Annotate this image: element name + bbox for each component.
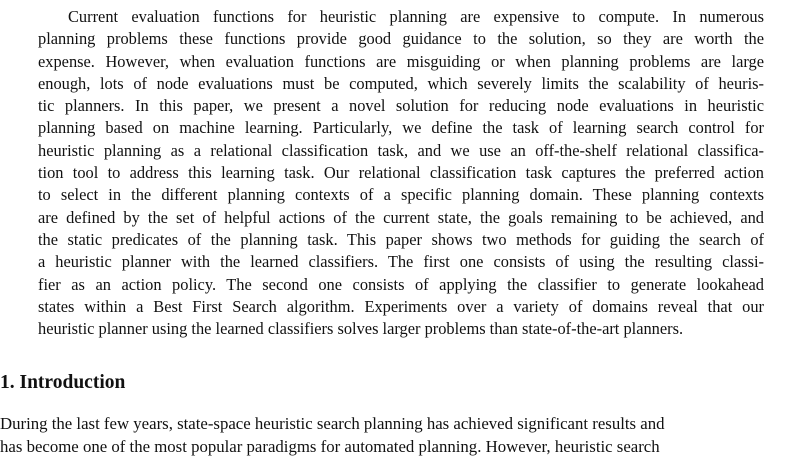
abstract-line: tic planners. In this paper, we present a novel solution for reducing node evaluations in heuristic	[38, 96, 764, 116]
abstract-line: fier as an action policy. The second one consists of applying the classifier to generate lookahead	[38, 274, 764, 294]
abstract-line: to select in the different planning contexts of a specific planning domain. These planning contexts	[38, 185, 764, 205]
abstract-line: planning based on machine learning. Particularly, we define the task of learning search control for	[38, 118, 764, 138]
abstract-line: Current evaluation functions for heuristic planning are expensive to compute. In numerous	[68, 7, 764, 26]
abstract-line: expense. However, when evaluation functions are misguiding or when planning problems are large	[38, 51, 764, 71]
abstract-line: tion tool to address this learning task. Our relational classification task captures the preferred action	[38, 163, 764, 183]
abstract-line: planning problems these functions provide good guidance to the solution, so they are worth the	[38, 29, 764, 49]
abstract-line: are defined by the set of helpful actions of the current state, the goals remaining to be achieved, and	[38, 207, 764, 227]
abstract-line: states within a Best First Search algorithm. Experiments over a variety of domains reveal that our	[38, 296, 764, 316]
introduction-body	[0, 412, 800, 458]
abstract-line: heuristic planning as a relational classification task, and we use an off-the-shelf relational classifica-	[38, 140, 764, 160]
abstract	[38, 6, 764, 340]
abstract-line: a heuristic planner with the learned classifiers. The first one consists of using the resulting classi-	[38, 252, 764, 272]
abstract-line: the static predicates of the planning task. This paper shows two methods for guiding the search of	[38, 229, 764, 249]
body-line: During the last few years, state-space heuristic search planning has achieved significant results and	[0, 414, 665, 433]
body-line: has become one of the most popular paradigms for automated planning. However, heuristic search	[0, 437, 660, 456]
abstract-line: heuristic planner using the learned classifiers solves larger problems than state-of-the-art planners.	[38, 319, 684, 339]
section-heading: 1. Introduction	[0, 372, 126, 393]
abstract-line: enough, lots of node evaluations must be computed, which severely limits the scalability of heuris-	[38, 73, 764, 93]
